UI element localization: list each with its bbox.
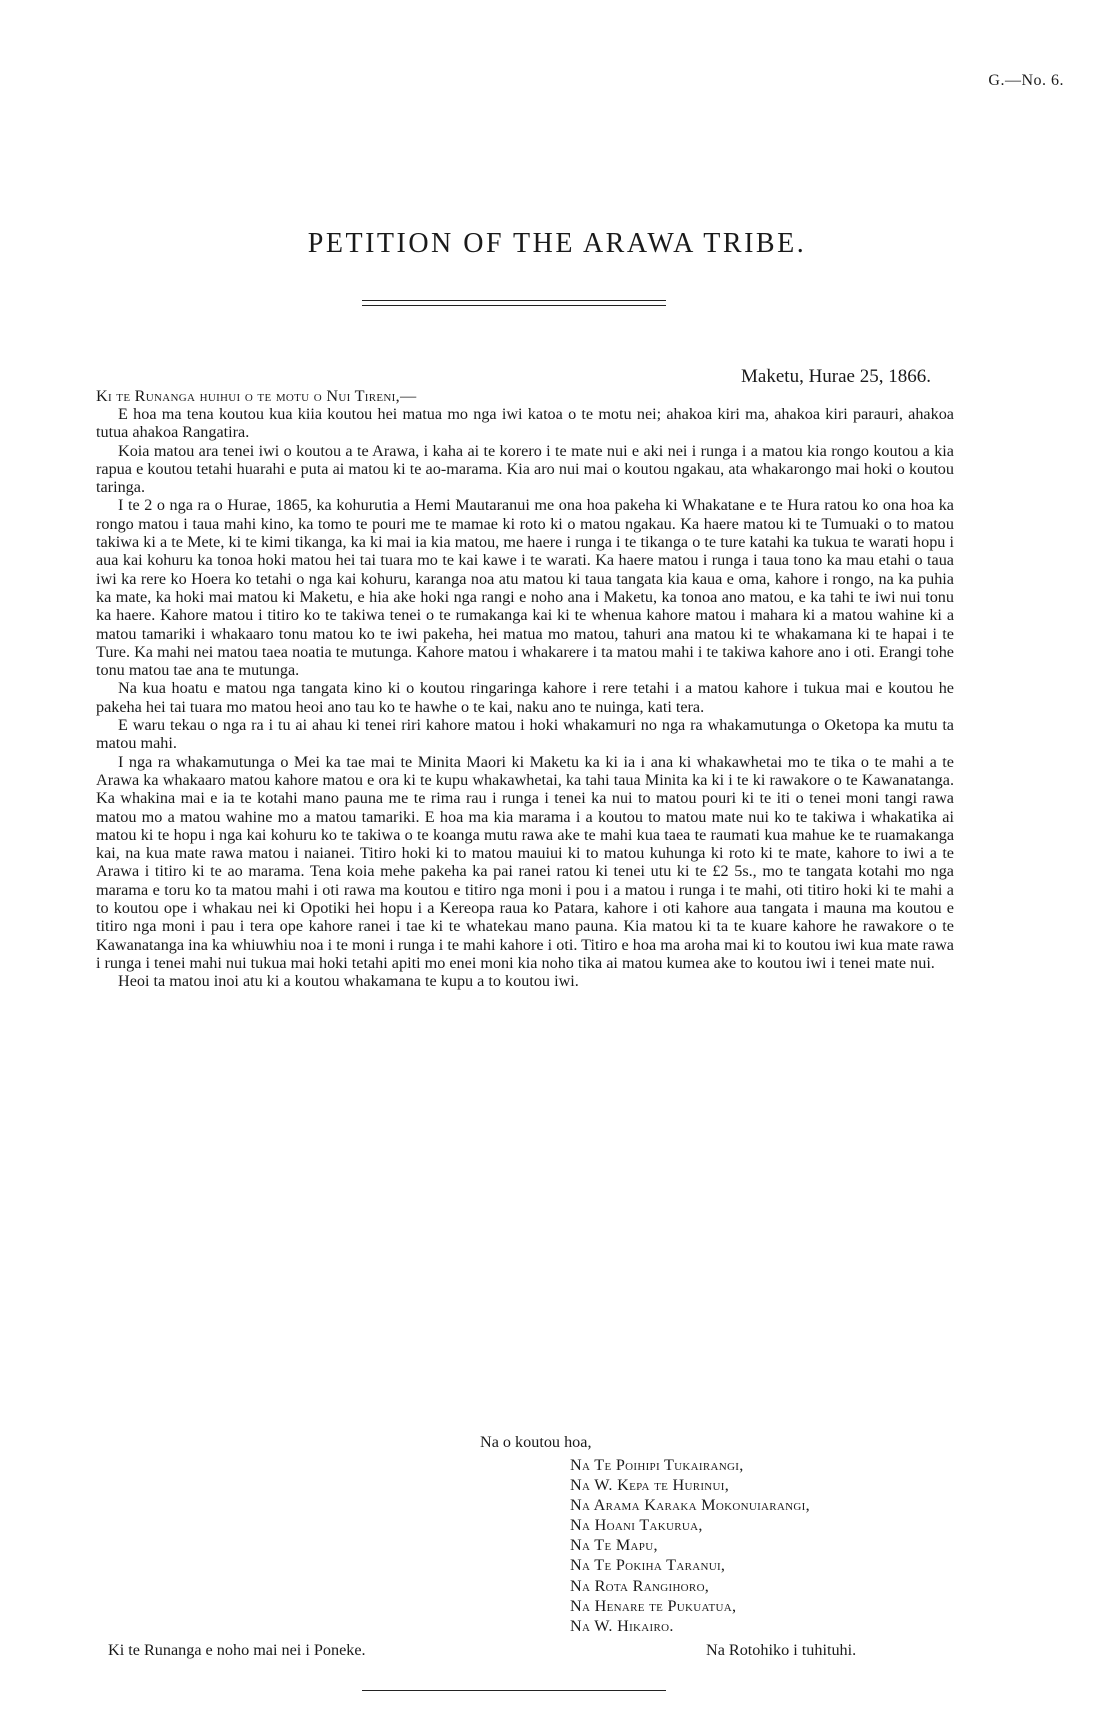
signatory: Na Arama Karaka Mokonuiarangi,	[570, 1496, 810, 1515]
signatory: Na W. Kepa te Hurinui,	[570, 1476, 730, 1495]
signatory-list	[570, 1455, 810, 1636]
signatory: Na Te Poihipi Tukairangi,	[570, 1456, 744, 1474]
maori-paragraph: E hoa ma tena koutou kua kiia koutou hei matua mo nga iwi katoa o te motu nei; ahakoa kiri ma, ahakoa kiri parauri, ahakoa tutua ahakoa Rangatira.	[96, 405, 954, 442]
maori-paragraph: I nga ra whakamutunga o Mei ka tae mai te Minita Maori ki Maketu ka ki ia i ana ki whakawhetai mo te tika o te mahi a te Arawa ka whakaaro matou kahore matou e ora ki te kupu whakawhetai, ka tahi taua Minita ka ki i te ki rawakore o te Kawanatanga. Ka whakina mai e ia te kotahi mano pauna me te rima rau i runga i tenei ka nui to matou pouri ki te iti o tenei moni tangi rawa matou mo a matou wahine mo a matou tamariki. E hoa ma kia marama i a koutou to matou mate nui ko te takiwa i whakatika ai matou ki te hopu i nga kai kohuru ko te takiwa o te koanga mutu rawa ake te mahi kua taea te raumati kua mahue ke te ruamakanga kai, na kua mate rawa matou i naianei. Titiro hoki ki to matou mauiui ki to matou kuhunga ki roto ki te mate, kahore to iwi a te Arawa i titiro ki te ao marama. Tena koia mehe pakeha ka pai ranei ratou ki tenei utu ki te £2 5s., mo te tangata kotahi mo nga marama e toru ko ta matou mahi i oti rawa ma koutou e titiro nga moni i pou i a matou i runga i te mahi, oti titiro hoki ki te mahi a to koutou ope i whakau nei ki Opotiki hei hopu i a Kereopa raua ko Patara, kahore i oti kahore aua tangata i mauna ma koutou e titiro nga moni i pau i tera ope kahore ranei i tae ki te whatekau mano pauna. Kia matou ki ta te kuare kahore he rawakore o te Kawanatanga ina ka whiuwhiu noa i te moni i runga i te mahi kahore i oti. Titiro e hoa ma aroha mai ki to koutou iwi kua mate rawa i runga i tenei mahi nui tukua mai hoki tetahi apiti mo enei moni kia noho tika ai matou kumea ake to koutou iwi i tenei mate nui.	[96, 752, 954, 972]
section-divider	[362, 1690, 666, 1691]
maori-dateline: Maketu, Hurae 25, 1866.	[741, 366, 931, 387]
signatory: Na Rota Rangihoro,	[570, 1576, 710, 1595]
maori-paragraph: I te 2 o nga ra o Hurae, 1865, ka kohurutia a Hemi Mautaranui me ona hoa pakeha ki Whakatane e te Hura ratou ko ona hoa ka rongo matou i taua mahi kino, ka tomo te pouri me te mamae ki roto ki o matou ngakau. Ka haere matou ki te Tumuaki o to matou takiwa ki a te Mete, ki te kimi tikanga, ka ki mai ia kia matou, me haere i runga i te tikanga o te ture katahi ka tukua te warati hopu i aua kai kohuru ka tonoa hoki matou hei tai tuara mo te kai kawe i te warati. Ka haere matou i runga i taua tono ka mau etahi o taua iwi ka rere ko Hoera ko tetahi o nga kai kohuru, karanga noa atu matou ki taua tangata kia kaua e oma, kahore i rongo, na ka puhia ka mate, ka hoki mai matou ki Maketu, e hia ake hoki nga rangi e noho ana i Maketu, ka tonoa ano matou, e ka tahi te iwi nui tonu ka haere. Kahore matou i titiro ko te takiwa tenei o te rumakanga kai ki te whenua kahore matou i mahara ki a matou wahine ki a matou tamariki i whakaaro tonu matou ko te iwi pakeha, hei matua mo matou, tahuri ana matou ki te whakamana ki te hapai i te Ture. Ka mahi nei matou taea noatia te mutunga. Kahore matou i whakarere i ta matou mahi i te takiwa kahore ano i oti. Erangi tohe tonu matou tae ana te mutunga.	[96, 496, 954, 680]
maori-address: Ki te Runanga huihui o te motu o Nui Tireni,—	[96, 387, 417, 405]
signatory: Na Henare te Pukuatua,	[570, 1596, 737, 1615]
signatory: Na Te Pokiha Taranui,	[570, 1556, 726, 1575]
scribe-note: Na Rotohiko i tuhituhi.	[706, 1641, 857, 1659]
signatory: Na Hoani Takurua,	[570, 1516, 703, 1535]
maori-body	[96, 405, 954, 991]
document-reference: G.—No. 6.	[988, 72, 1064, 89]
maori-paragraph: Na kua hoatu e matou nga tangata kino ki o koutou ringaringa kahore i rere tetahi i a matou kahore i tukua mai e koutou he pakeha hei tai tuara mo matou heoi ano tau ko te hawhe o te kai, naku ano te nuinga, kati tera.	[96, 679, 954, 716]
closing-salutation: Na o koutou hoa,	[480, 1433, 592, 1451]
addressee-note: Ki te Runanga e noho mai nei i Poneke.	[108, 1641, 366, 1659]
signatory: Na Te Mapu,	[570, 1536, 658, 1555]
title-double-rule	[362, 300, 666, 306]
page-title: PETITION OF THE ARAWA TRIBE.	[307, 228, 807, 259]
maori-paragraph: Koia matou ara tenei iwi o koutou a te Arawa, i kaha ai te korero i te mate nui e aki nei i runga i a matou kia rongo koutou a kia rapua e koutou tetahi huarahi e puta ai matou ki te ao-marama. Kia aro nui mai o koutou ngakau, ata whakarongo mai hoki o koutou taringa.	[96, 441, 954, 497]
maori-paragraph: E waru tekau o nga ra i tu ai ahau ki tenei riri kahore matou i hoki whakamuri no nga ra whakamutunga o Oketopa ka mutu ta matou mahi.	[96, 716, 954, 753]
signatory: Na W. Hikairo.	[570, 1616, 674, 1635]
maori-paragraph: Heoi ta matou inoi atu ki a koutou whakamana te kupu a to koutou iwi.	[118, 972, 579, 991]
